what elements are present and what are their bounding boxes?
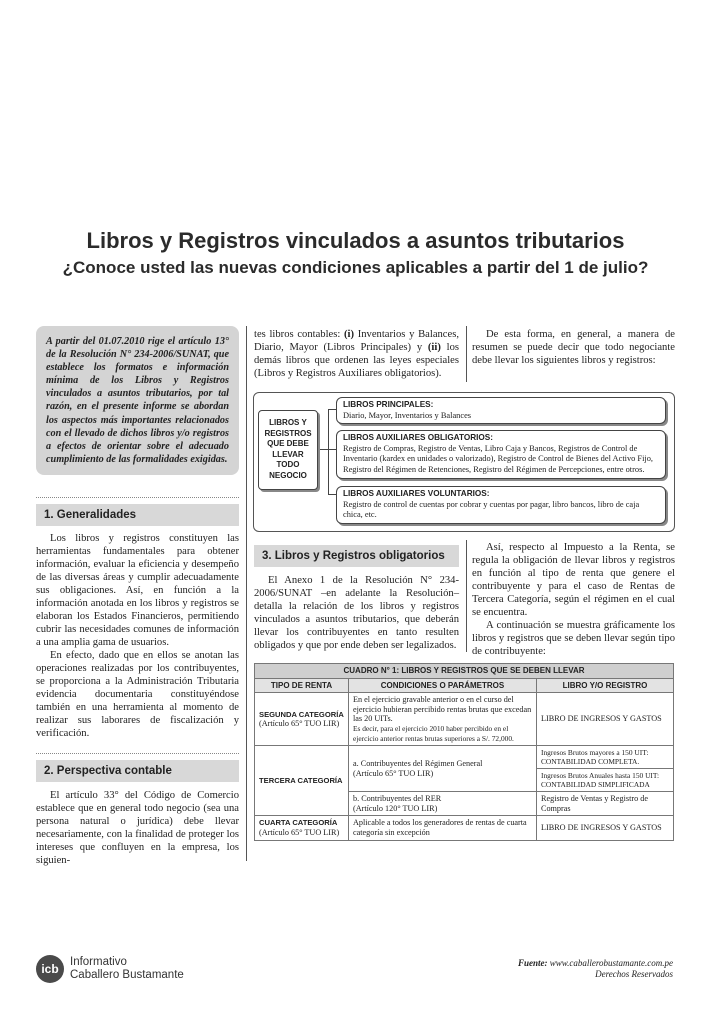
table-row: b. Contribuyentes del RER (Artículo 120° TUO LIR) Registro de Ventas y Registro de Compras (255, 792, 674, 816)
column-header: CONDICIONES O PARÁMETROS (349, 678, 537, 693)
cuadro-1 (254, 663, 674, 841)
diagram-box-auxiliares-voluntarios: LIBROS AUXILIARES VOLUNTARIOS: Registro de control de cuentas por cobrar y cuentas por pagar, libro bancos, libro de caja chica, etc. (336, 486, 666, 524)
paragraph: A continuación se muestra gráficamente los libros y registros que se deben llevar según tipo de contribuyente: (472, 620, 675, 657)
books-table (254, 663, 674, 841)
section-3-title: 3. Libros y Registros obligatorios (254, 545, 459, 567)
column-rule (466, 326, 467, 382)
diagram-box-principales: LIBROS PRINCIPALES: Diario, Mayor, Inventarios y Balances (336, 397, 666, 424)
column-header: TIPO DE RENTA (255, 678, 349, 693)
table-row: SEGUNDA CATEGORÍA (Artículo 65° TUO LIR) En el ejercicio gravable anterior o en el curso del ejercicio hubieran percibido rentas brutas que excedan las 20 UITs. Es decir, para el ejercicio 2010 haber percibido en el ejercicio anterior rentas brutas superiores a S/. 72,000. LIBRO DE INGRESOS Y GASTOS (255, 693, 674, 746)
paragraph: El artículo 33° del Código de Comercio establece que en general todo negocio (sea una persona natural o jurídica) debe llevar necesariamente, con la finalidad de proteger los intereses que confluyen en la empresa, los siguien- (36, 790, 239, 866)
paragraph: De esta forma, en general, a manera de resumen se puede decir que todo negociante debe llevar los siguientes libros y registros: (472, 329, 675, 366)
source-link[interactable]: www.caballerobustamante.com.pe (549, 958, 673, 968)
paragraph: El Anexo 1 de la Resolución N° 234-2006/SUNAT –en adelante la Resolución–detalla la relación de los libros y registros vinculados a asuntos tributarios, que deberán llevar los contribuyentes en tanto resulten obligados y que por ende deben ser legalizados. (254, 575, 459, 651)
diagram-box-auxiliares-obligatorios: LIBROS AUXILIARES OBLIGATORIOS: Registro de Compras, Registro de Ventas, Libro Caja y Bancos, Registros de Control de Inventario (kardex en unidades o valorizado), Registro de Control de Bienes del Activo Fijo, Registro del Régimen de Retenciones, Registro del Régimen de Percepciones, entre otros. (336, 430, 666, 479)
column-rule (466, 540, 467, 652)
paragraph: En efecto, dado que en ellos se anotan las operaciones realizadas por los contribuyentes, se proporciona a la Administración Tributaria evidencia documentaria constituyéndose también en una herramienta al momento de realizar sus laborares de fiscalización y verificación. (36, 650, 239, 739)
column-header: LIBRO Y/O REGISTRO (537, 678, 674, 693)
connector (328, 449, 336, 450)
diagram-main-box: LIBROS Y REGISTROS QUE DEBE LLEVAR TODO NEGOCIO (258, 410, 318, 490)
section-3-body (254, 574, 459, 652)
section-3-body-right (472, 541, 675, 658)
intro-box: A partir del 01.07.2010 rige el artículo 13° de la Resolución N° 234-2006/SUNAT, que establece los formatos e información mínima de los Libros y Registros vinculados a asuntos tributarios, por tal razón, en el presente informe se abordan los aspectos más importantes relacionados con el llevado de dichos libros y/o registros a efectos de orientar sobre el adecuado cumplimiento de las formalidades exigidas. (36, 326, 239, 475)
table-row: CUARTA CATEGORÍA (Artículo 65° TUO LIR) Aplicable a todos los generadores de rentas de cuarta categoría sin excepción LIBRO DE INGRESOS Y GASTOS (255, 816, 674, 840)
table-caption: CUADRO N° 1: LIBROS Y REGISTROS QUE SE DEBEN LLEVAR (255, 664, 674, 679)
section-1-title: 1. Generalidades (36, 504, 239, 526)
divider (36, 753, 239, 754)
column-rule (246, 326, 247, 861)
section-2-title: 2. Perspectiva contable (36, 760, 239, 782)
page-title: Libros y Registros vinculados a asuntos tributarios (86, 228, 625, 253)
table-row: TERCERA CATEGORÍA a. Contribuyentes del Régimen General (Artículo 65° TUO LIR) Ingresos Brutos mayores a 150 UIT: CONTABILIDAD COMPLETA. Ingresos Brutos Anuales hasta 150 UIT: CONTABILIDAD SIMPLIFICADA (255, 746, 674, 792)
section-2-body (36, 789, 239, 867)
brand-logo: icb (36, 955, 64, 983)
connector (328, 409, 329, 494)
connector (328, 409, 336, 410)
section-1-body (36, 532, 239, 740)
mid-column-text: tes libros contables: (i) Inventarios y Balances, Diario, Mayor (Libros Principales) y (ii) los demás libros que ordenen las leyes especiales (Libros y Registros Auxiliares obligatorios). (254, 329, 459, 379)
brand-name: Informativo Caballero Bustamante (70, 956, 184, 981)
paragraph: Los libros y registros constituyen las herramientas fundamentales para obtener información, evaluar la eficiencia y desempeño de las diversas áreas y cumplir adecuadamente sus obligaciones. Así, en función a la información anotada en los libros y registros se elaboran los Estados Financieros, permitiendo cubrir las necesidades comunes de información a una amplia gama de usuarios. (36, 533, 239, 648)
right-column-text (472, 328, 675, 367)
paragraph: Así, respecto al Impuesto a la Renta, se regula la obligación de llevar libros y registros en función al tipo de renta que genere el contribuyente y para el caso de Rentas de Tercera Categoría, según el régimen en el cual se encuentra. (472, 542, 675, 618)
divider (36, 497, 239, 498)
page-subtitle: ¿Conoce usted las nuevas condiciones aplicables a partir del 1 de julio? (62, 258, 649, 277)
source-note: Fuente: www.caballerobustamante.com.pe Derechos Reservados (517, 958, 673, 979)
connector (320, 449, 328, 450)
connector (328, 494, 336, 495)
